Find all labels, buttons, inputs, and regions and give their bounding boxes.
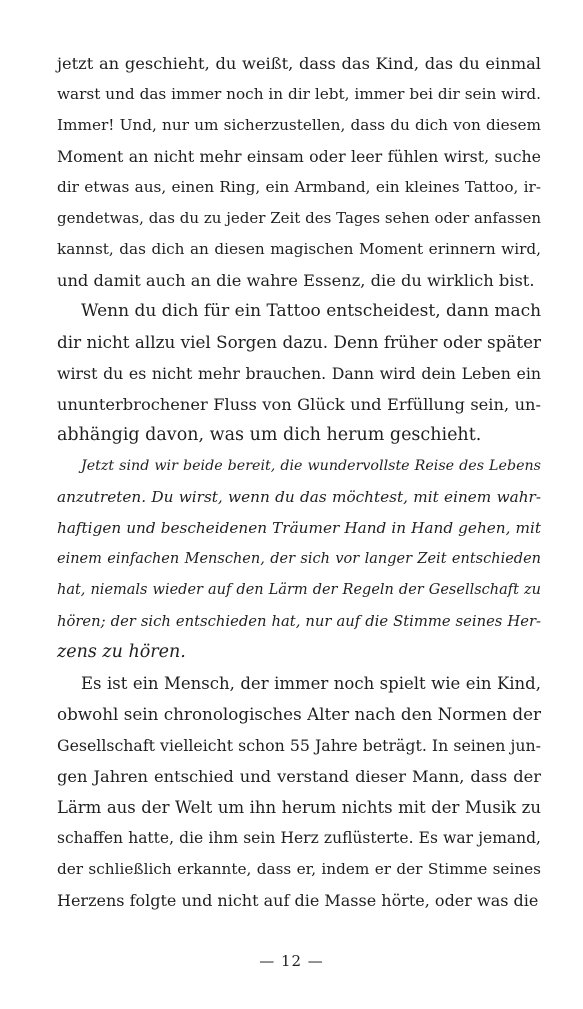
- text-line: anzutreten. Du wirst, wenn du das möchtest, mit einem wahr-: [57, 488, 541, 506]
- text-line: Herzens folgte und nicht auf die Masse hörte, oder was die: [57, 891, 539, 910]
- text-line: Lärm aus der Welt um ihn herum nichts mit der Musik zu: [57, 798, 541, 817]
- text-line: einem einfachen Menschen, der sich vor langer Zeit entschieden: [57, 551, 541, 567]
- text-line: wirst du es nicht mehr brauchen. Dann wird dein Leben ein: [57, 364, 541, 383]
- text-line: abhängig davon, was um dich herum geschieht.: [57, 425, 482, 445]
- text-line: warst und das immer noch in dir lebt, immer bei dir sein wird.: [57, 85, 541, 103]
- text-line: der schließlich erkannte, dass er, indem er der Stimme seines: [57, 860, 541, 878]
- text-line: obwohl sein chronologisches Alter nach den Normen der: [57, 704, 541, 724]
- text-line: gendetwas, das du zu jeder Zeit des Tages sehen oder anfassen: [57, 209, 541, 227]
- text-line: jetzt an geschieht, du weißt, dass das Kind, das du einmal: [57, 54, 541, 73]
- text-line: Wenn du dich für ein Tattoo entscheidest, dann mach: [81, 301, 542, 321]
- text-line: dir nicht allzu viel Sorgen dazu. Denn früher oder später: [57, 332, 541, 352]
- text-line: schaffen hatte, die ihm sein Herz zuflüsterte. Es war jemand,: [57, 829, 541, 847]
- paragraph: [57, 451, 541, 668]
- text-line: Moment an nicht mehr einsam oder leer fühlen wirst, suche: [57, 147, 541, 166]
- text-line: zens zu hören.: [57, 642, 186, 662]
- text-line: gen Jahren entschied und verstand dieser Mann, dass der: [57, 767, 541, 786]
- paragraph: [57, 668, 541, 916]
- text-line: Gesellschaft vielleicht schon 55 Jahre beträgt. In seinen jun-: [57, 736, 541, 755]
- text-line: dir etwas aus, einen Ring, ein Armband, ein kleines Tattoo, ir-: [57, 178, 541, 196]
- text-line: Immer! Und, nur um sicherzustellen, dass du dich von diesem: [57, 116, 541, 134]
- page-number: — 12 —: [259, 952, 324, 970]
- body-text: [57, 48, 541, 916]
- text-line: hören; der sich entschieden hat, nur auf die Stimme seines Her-: [57, 613, 541, 630]
- text-line: ununterbrochener Fluss von Glück und Erfüllung sein, un-: [57, 395, 541, 414]
- text-line: haftigen und bescheidenen Träumer Hand in Hand gehen, mit: [57, 519, 541, 537]
- text-line: Es ist ein Mensch, der immer noch spielt wie ein Kind,: [81, 674, 541, 693]
- paragraph: [57, 48, 541, 296]
- text-line: Jetzt sind wir beide bereit, die wundervollste Reise des Lebens: [81, 458, 541, 474]
- text-line: hat, niemals wieder auf den Lärm der Regeln der Gesellschaft zu: [57, 582, 541, 598]
- text-line: kannst, das dich an diesen magischen Moment erinnern wird,: [57, 240, 541, 258]
- text-line: und damit auch an die wahre Essenz, die du wirklich bist.: [57, 271, 535, 290]
- paragraph: [57, 296, 541, 451]
